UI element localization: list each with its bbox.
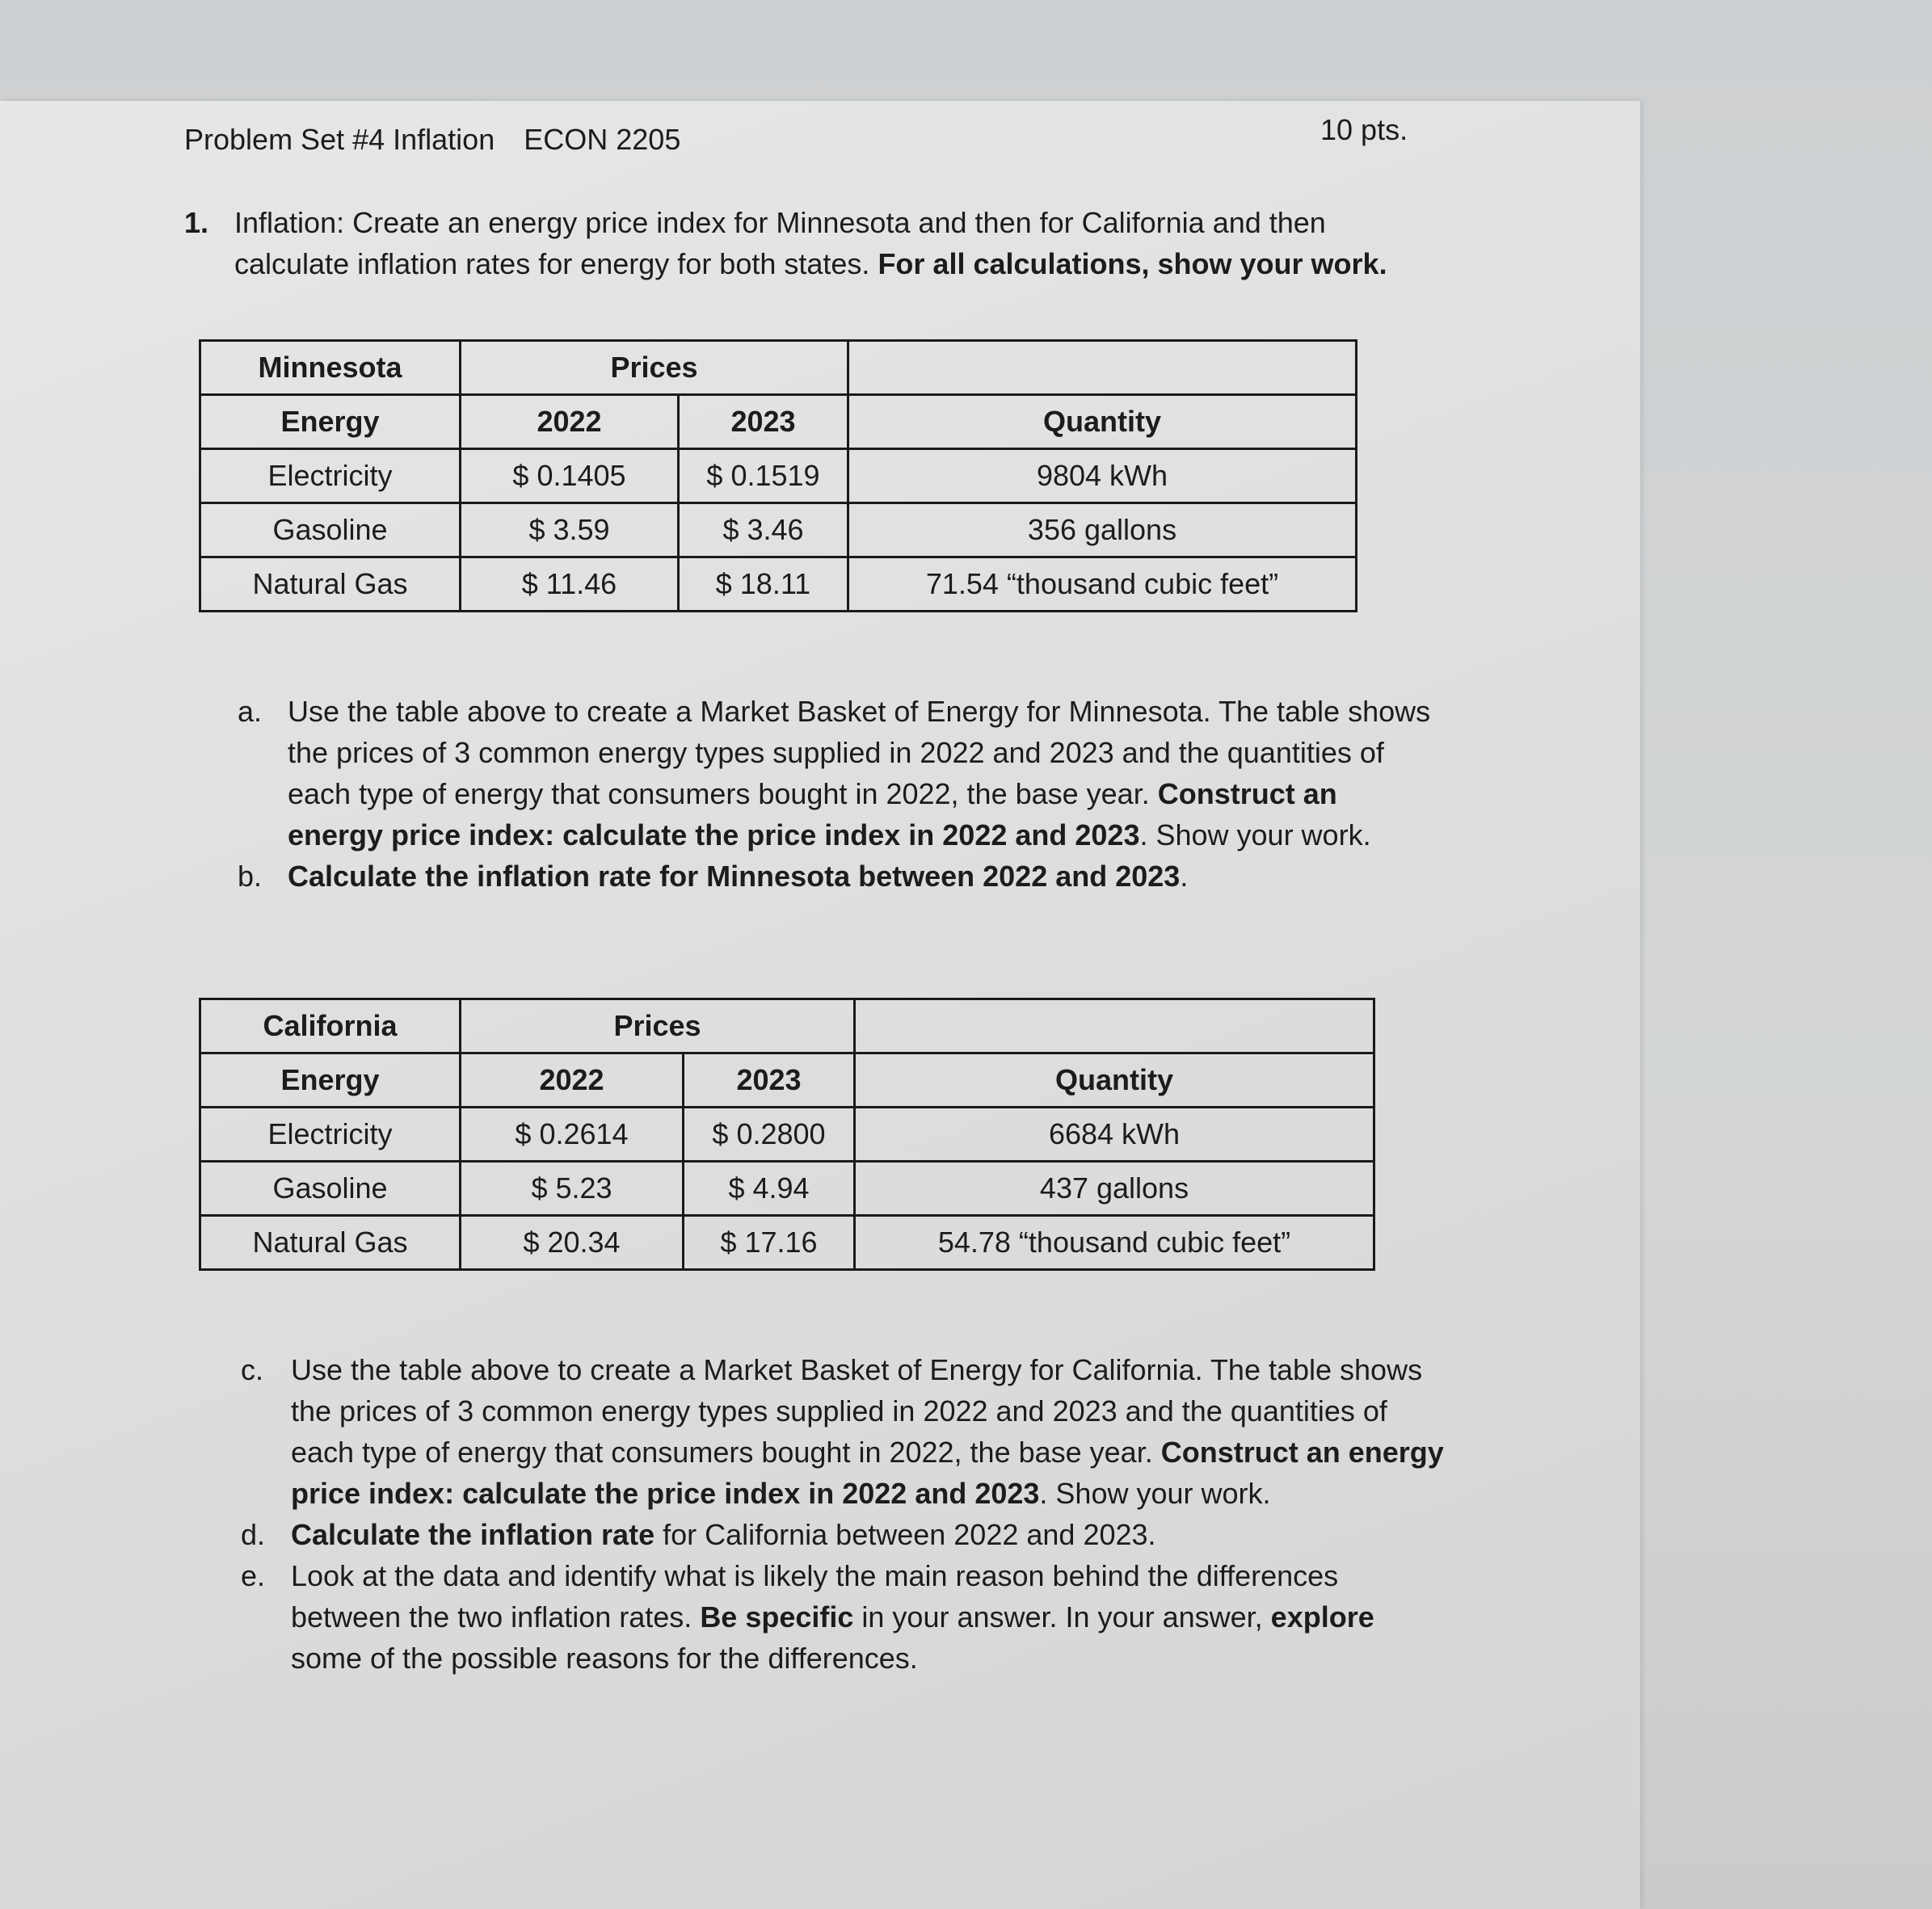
energy-cell: Natural Gas: [200, 1216, 461, 1270]
question-e-text-1: Look at the data and identify what is likely the main reason behind the differences between the two inflation rates.: [291, 1559, 1339, 1634]
empty-header-cell: [855, 999, 1374, 1053]
quantity-header: Quantity: [848, 395, 1357, 449]
question-c: [241, 1349, 1445, 1514]
price-2022-cell: $ 3.59: [461, 503, 679, 557]
price-2023-cell: $ 18.11: [679, 557, 848, 612]
table-row: [200, 503, 1357, 557]
question-text-bold: For all calculations, show your work.: [878, 247, 1387, 280]
empty-header-cell: [848, 341, 1357, 395]
question-a: [238, 691, 1433, 856]
price-2023-cell: $ 17.16: [684, 1216, 855, 1270]
price-2022-cell: $ 0.2614: [461, 1108, 684, 1162]
year-2023-header: 2023: [679, 395, 848, 449]
question-c-bold: Construct an energy price index: calculate the price index in 2022 and 2023: [291, 1436, 1444, 1510]
question-c-tail: . Show your work.: [1039, 1477, 1271, 1510]
question-a-text: Use the table above to create a Market Basket of Energy for Minnesota. The table shows the prices of 3 common energy types supplied in 2022 and 2023 and the quantities of each type of energy that consumers bought in 2022, the base year.: [288, 695, 1431, 810]
points-label: 10 pts.: [1320, 113, 1408, 146]
minnesota-table: [199, 339, 1357, 612]
question-a-bold: Construct an energy price index: calculate the price index in 2022 and 2023: [288, 777, 1337, 851]
question-b-label: b.: [238, 860, 263, 893]
quantity-cell: 356 gallons: [848, 503, 1357, 557]
question-e-bold-1: Be specific: [700, 1600, 854, 1634]
state-header: California: [200, 999, 461, 1053]
energy-cell: Gasoline: [200, 503, 461, 557]
price-2022-cell: $ 11.46: [461, 557, 679, 612]
table-row: [200, 449, 1357, 503]
price-2022-cell: $ 0.1405: [461, 449, 679, 503]
energy-cell: Gasoline: [200, 1162, 461, 1216]
table-row: [200, 341, 1357, 395]
question-d: [241, 1514, 1445, 1555]
price-2023-cell: $ 4.94: [684, 1162, 855, 1216]
energy-cell: Electricity: [200, 449, 461, 503]
table-row: [200, 1216, 1374, 1270]
question-c-text: Use the table above to create a Market Basket of Energy for California. The table shows the prices of 3 common energy types supplied in 2022 and 2023 and the quantities of each type of energy that consumers bought in 2022, the base year.: [291, 1353, 1423, 1469]
table-row: [200, 999, 1374, 1053]
price-2023-cell: $ 3.46: [679, 503, 848, 557]
question-d-label: d.: [241, 1518, 266, 1551]
questions-c-d-e: [241, 1349, 1445, 1679]
prices-header: Prices: [461, 999, 855, 1053]
question-text-lead: Inflation: Create an energy price index for Minnesota and then for California and then calculate inflation rates for energy for both states.: [234, 206, 1326, 280]
table-row: [200, 395, 1357, 449]
question-number: 1.: [184, 206, 209, 239]
question-e-label: e.: [241, 1559, 266, 1592]
question-b-bold: Calculate the inflation rate for Minnesota between 2022 and 2023: [288, 860, 1181, 893]
year-2022-header: 2022: [461, 1053, 684, 1108]
table-row: [200, 557, 1357, 612]
year-2022-header: 2022: [461, 395, 679, 449]
price-2023-cell: $ 0.2800: [684, 1108, 855, 1162]
price-2023-cell: $ 0.1519: [679, 449, 848, 503]
question-e: [241, 1555, 1445, 1679]
question-a-label: a.: [238, 695, 263, 728]
quantity-cell: 6684 kWh: [855, 1108, 1374, 1162]
question-1: [184, 202, 1445, 284]
question-e-text-3: some of the possible reasons for the differences.: [291, 1642, 918, 1675]
question-e-text-2: in your answer. In your answer,: [853, 1600, 1271, 1634]
quantity-cell: 437 gallons: [855, 1162, 1374, 1216]
question-text: [234, 202, 1445, 284]
table-row: [200, 1108, 1374, 1162]
quantity-header: Quantity: [855, 1053, 1374, 1108]
question-c-label: c.: [241, 1353, 264, 1386]
questions-a-b: [238, 691, 1433, 897]
year-2023-header: 2023: [684, 1053, 855, 1108]
quantity-cell: 71.54 “thousand cubic feet”: [848, 557, 1357, 612]
energy-header: Energy: [200, 395, 461, 449]
quantity-cell: 9804 kWh: [848, 449, 1357, 503]
question-d-bold: Calculate the inflation rate: [291, 1518, 655, 1551]
california-table: [199, 998, 1375, 1271]
state-header: Minnesota: [200, 341, 461, 395]
price-2022-cell: $ 20.34: [461, 1216, 684, 1270]
question-a-tail: . Show your work.: [1139, 818, 1371, 851]
question-b-tail: .: [1180, 860, 1189, 893]
quantity-cell: 54.78 “thousand cubic feet”: [855, 1216, 1374, 1270]
course-code: ECON 2205: [524, 123, 681, 156]
question-e-bold-2: explore: [1270, 1600, 1374, 1634]
question-d-tail: for California between 2022 and 2023.: [655, 1518, 1156, 1551]
energy-header: Energy: [200, 1053, 461, 1108]
page-header: [184, 123, 701, 157]
table-row: [200, 1053, 1374, 1108]
price-2022-cell: $ 5.23: [461, 1162, 684, 1216]
prices-header: Prices: [461, 341, 848, 395]
problem-set-title: Problem Set #4 Inflation: [184, 123, 495, 156]
energy-cell: Electricity: [200, 1108, 461, 1162]
table-row: [200, 1162, 1374, 1216]
question-b: [238, 856, 1433, 897]
energy-cell: Natural Gas: [200, 557, 461, 612]
